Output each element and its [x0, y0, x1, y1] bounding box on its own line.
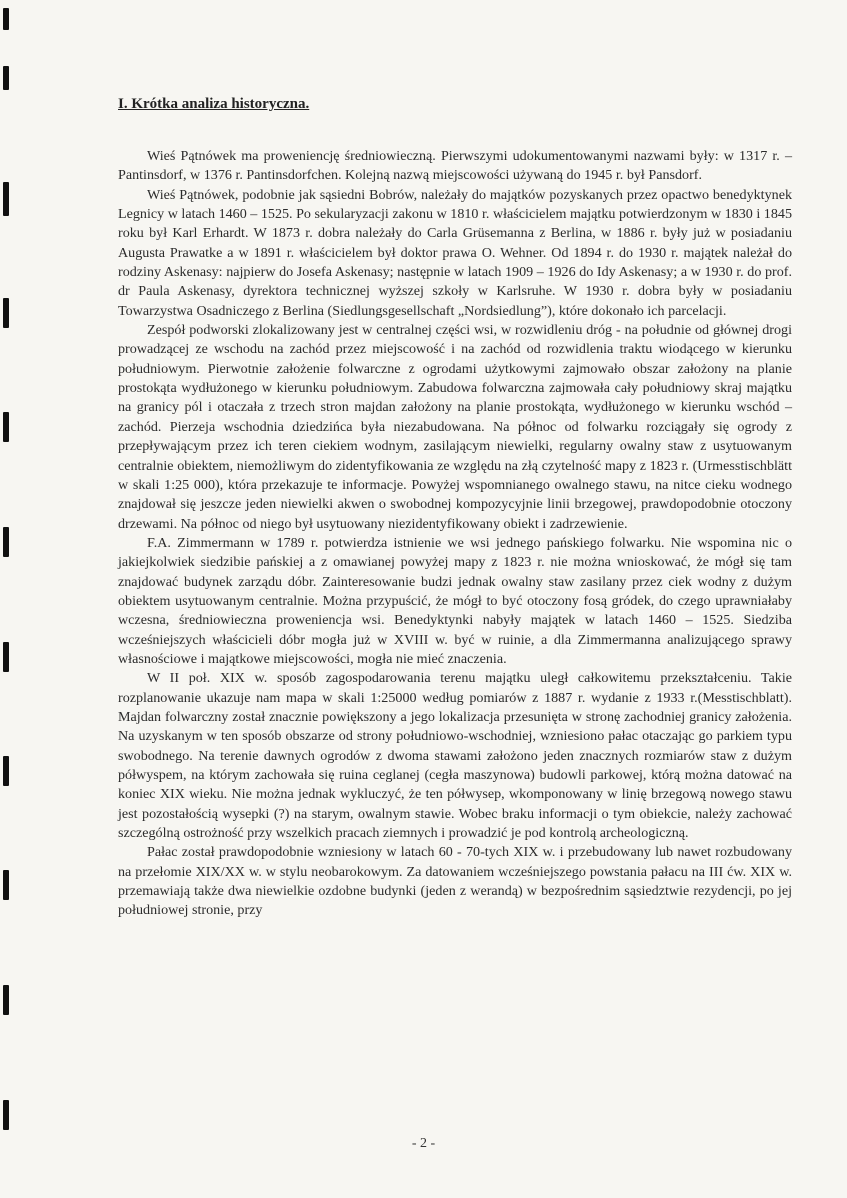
binder-hole-mark — [3, 870, 9, 900]
paragraph: Zespół podworski zlokalizowany jest w centralnej części wsi, w rozwidleniu dróg - na południe od głównej drogi prowadzącej ze wschodu na zachód przez miejscowość i na zachód od rozwidlenia traktu wiodącego w kierunku południowym. Pierwotnie założenie folwarczne z ogrodami użytkowymi zajmowało obszar założony na planie prostokąta wydłużonego w kierunku południowym. Zabudowa folwarczna zajmowała cały południowy skraj majątku na granicy pól i otaczała z trzech stron majdan założony na planie prostokąta, wydłużonego w kierunku wschód – zachód. Pierzeja wschodnia dziedzińca była niezabudowana. Na północ od folwarku rozciągały się ogrody z przepływającym przez ich teren ciekiem wodnym, zasilającym niewielki, regularny owalny staw z usytuowanym centralnie obiektem, niemożliwym do zidentyfikowania ze względu na złą czytelność mapy z 1823 r. (Urmesstischblätt w skali 1:25 000), która przekazuje te informacje. Powyżej wspomnianego owalnego stawu, na nitce cieku wodnego znajdował się jeszcze jeden niewielki akwen o swobodnej kompozycyjnie linii brzegowej, prawdopodobnie otoczony drzewami. Na północ od niego był usytuowany niezidentyfikowany obiekt i zadrzewienie. — [118, 322, 792, 532]
binder-hole-mark — [3, 527, 9, 557]
binder-hole-mark — [3, 8, 9, 30]
binder-hole-mark — [3, 985, 9, 1015]
paragraph: Wieś Pątnówek, podobnie jak sąsiedni Bobrów, należały do majątków pozyskanych przez opactwo benedyktynek Legnicy w latach 1460 – 1525. Po sekularyzacji zakonu w 1810 r. właścicielem majątku potwierdzonym w 1830 i 1845 roku był Karl Erhardt. W 1873 r. dobra należały do Carla Grüsemanna z Berlina, w 1886 r. były już w posiadaniu Augusta Prawatke a w 1891 r. właścicielem był doktor prawa O. Wehner. Od 1894 r. do 1930 r. majątek należał do rodziny Askenasy: najpierw do Josefa Askenasy; następnie w latach 1909 – 1926 do Idy Askenasy; a w 1930 r. do prof. dr Paula Askenasy, dyrektora technicznej wyższej szkoły w Karlsruhe. W 1930 r. dobra były w posiadaniu Towarzystwa Osadniczego z Berlina (Siedlungsgesellschaft „Nordsiedlung”), które dokonało ich parcelacji. — [118, 186, 792, 319]
binder-hole-mark — [3, 182, 9, 216]
binder-hole-mark — [3, 756, 9, 786]
binder-hole-mark — [3, 642, 9, 672]
binder-hole-mark — [3, 66, 9, 90]
binder-hole-mark — [3, 298, 9, 328]
binder-hole-mark — [3, 412, 9, 442]
page-number: - 2 - — [411, 1136, 436, 1151]
paragraph: F.A. Zimmermann w 1789 r. potwierdza istnienie we wsi jednego pańskiego folwarku. Nie wspomina nic o jakiejkolwiek siedzibie pańskiej a z omawianej powyżej mapy z 1823 r. nie można wnioskować, że mógł się tam znajdować budynek zarządu dóbr. Zainteresowanie budzi jednak owalny staw zasilany przez ciek wodny z dużym obiektem usytuowanym centralnie. Można przypuścić, że mógł to być otoczony fosą gródek, do czego uprawniałaby wczesna, średniowieczna proweniencja wsi. Benedyktynki nabyły majątek w latach 1460 – 1525. Siedziba wcześniejszych właścicieli dóbr mogła już w XVIII w. być w ruinie, a dla Zimmermanna analizującego sprawy własnościowe i majątkowe miejscowości, mogła nie mieć znaczenia. — [118, 534, 792, 667]
paragraph: Pałac został prawdopodobnie wzniesiony w latach 60 - 70-tych XIX w. i przebudowany lub nawet rozbudowany na przełomie XIX/XX w. w stylu neobarokowym. Za datowaniem wcześniejszego powstania pałacu na III ćw. XIX w. przemawiają także dwa niewielkie ozdobne budynki (jeden z werandą) w bezpośrednim sąsiedztwie rezydencji, po jej południowej stronie, przy — [118, 844, 792, 919]
binder-hole-mark — [3, 1100, 9, 1130]
document-body — [118, 96, 792, 921]
paragraph: Wieś Pątnówek ma proweniencję średniowieczną. Pierwszymi udokumentowanymi nazwami były: w 1317 r. – Pantinsdorf, w 1376 r. Pantinsdorfchen. Kolejną nazwą miejscowości używaną do 1945 r. był Pansdorf. — [118, 148, 792, 184]
section-heading: I. Krótka analiza historyczna. — [118, 96, 310, 112]
paragraph: W II poł. XIX w. sposób zagospodarowania terenu majątku uległ całkowitemu przekształceniu. Takie rozplanowanie ukazuje nam mapa w skali 1:25000 według pomiarów z 1887 r. wydanie z 1933 r.(Messtischblatt). Majdan folwarczny został znacznie powiększony a jego lokalizacja przesunięta w stronę zachodniej granicy założenia. Na uzyskanym w ten sposób obszarze od strony południowo-wschodniej, wzniesiono pałac otaczając go parkiem typu swobodnego. Na terenie dawnych ogrodów z dwoma stawami założono jeden znacznych rozmiarów staw z dużym półwyspem, na którym zachowała się ruina ceglanej (cegła maszynowa) budowli parkowej, którą można datować na koniec XIX wieku. Nie można jednak wykluczyć, że ten półwysep, wkomponowany w linię brzegową nowego stawu jest pozostałością wysepki (?) na starym, owalnym stawie. Wobec braku informacji o tym obiekcie, należy zachować szczególną ostrożność przy wszelkich pracach ziemnych i prowadzić je pod kontrolą archeologiczną. — [118, 670, 792, 842]
